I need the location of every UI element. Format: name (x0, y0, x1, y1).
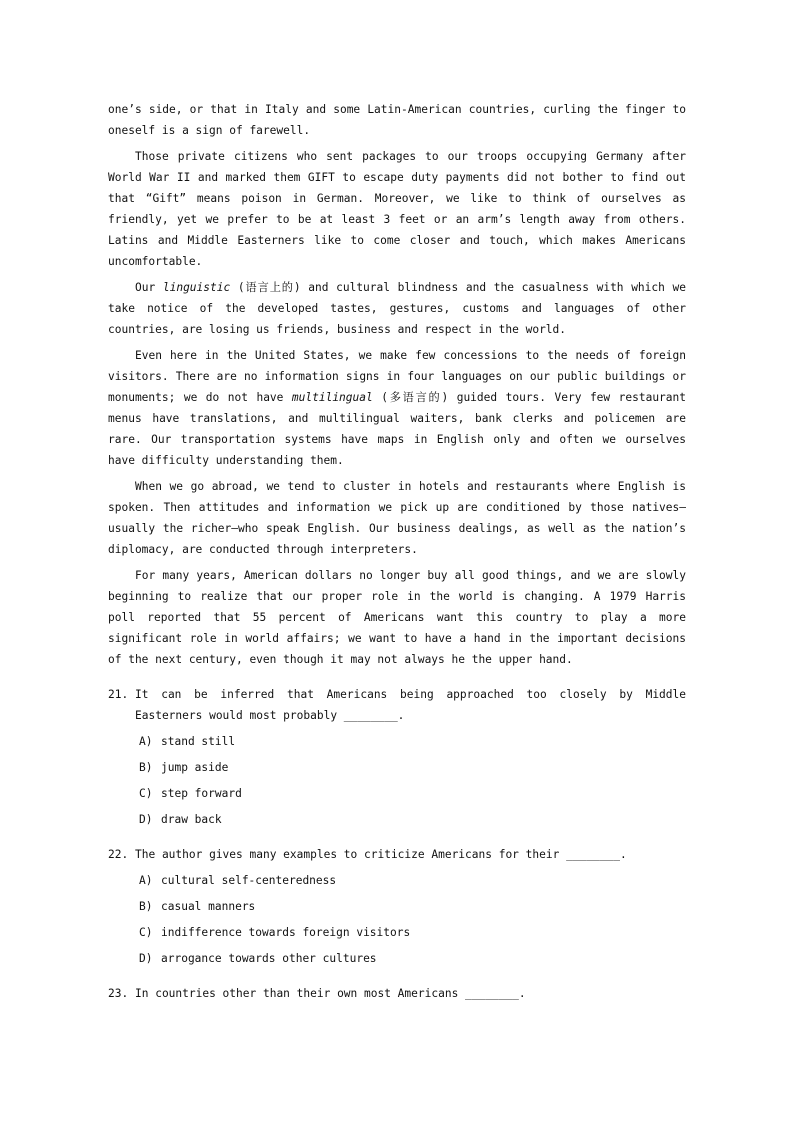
question-stem (108, 844, 686, 865)
paragraph-text: For many years, American dollars no longer buy all good things, and we are slowly beginning to realize that our proper role in the world is changing. A 1979 Harris poll reported that 55 percent of Americans want this country to play a more significant role in world affairs; we want to have a hand in the important decisions of the next century, even though it may not always he the upper hand. (108, 569, 686, 666)
option-letter: C) (139, 787, 153, 800)
answer-option[interactable] (139, 731, 686, 752)
paragraph-text: When we go abroad, we tend to cluster in hotels and restaurants where English is spoken. Then attitudes and information we pick up are conditioned by those natives—usually the richer—who speak English. Our business dealings, as well as the nation’s diplomacy, are conducted through interpreters. (108, 480, 686, 556)
passage-paragraph (108, 146, 686, 272)
question-item (108, 684, 686, 830)
italic-term: linguistic (162, 281, 231, 294)
answer-option[interactable] (139, 809, 686, 830)
option-text: jump aside (161, 761, 229, 774)
passage-paragraph (108, 565, 686, 670)
question-number: 23. (108, 987, 129, 1000)
question-text: It can be inferred that Americans being approached too closely by Middle Easterners would most probably ________. (135, 688, 686, 722)
answer-option[interactable] (139, 783, 686, 804)
reading-passage (108, 99, 686, 670)
question-number: 22. (108, 848, 129, 861)
answer-option[interactable] (139, 896, 686, 917)
question-list (108, 684, 686, 1004)
paragraph-text: (语言上的) and cultural blindness and the casualness with which we take notice of the developed tastes, gestures, customs and languages of other countries, are losing us friends, business and respect in the world. (108, 281, 686, 336)
question-item (108, 983, 686, 1004)
option-letter: B) (139, 761, 153, 774)
paragraph-text: (多语言的) guided tours. Very few restaurant menus have translations, and multilingual waiters, bank clerks and policemen are rare. Our transportation systems have maps in English only and often we ourselves have difficulty understanding them. (108, 391, 686, 467)
italic-term: multilingual (291, 391, 373, 404)
option-text: draw back (161, 813, 222, 826)
option-letter: A) (139, 735, 153, 748)
option-text: step forward (161, 787, 242, 800)
option-text: cultural self-centeredness (161, 874, 337, 887)
option-text: arrogance towards other cultures (161, 952, 377, 965)
option-text: stand still (161, 735, 236, 748)
option-letter: D) (139, 952, 153, 965)
paragraph-text: Our (135, 281, 163, 294)
question-stem (108, 684, 686, 726)
passage-paragraph (108, 99, 686, 141)
answer-option[interactable] (139, 922, 686, 943)
option-letter: C) (139, 926, 153, 939)
option-letter: A) (139, 874, 153, 887)
question-number: 21. (108, 688, 129, 701)
option-letter: B) (139, 900, 153, 913)
question-stem (108, 983, 686, 1004)
answer-option[interactable] (139, 757, 686, 778)
paragraph-text: Those private citizens who sent packages to our troops occupying Germany after World War II and marked them GIFT to escape duty payments did not bother to find out that “Gift” means poison in German. Moreover, we like to think of ourselves as friendly, yet we prefer to be at least 3 feet or an arm’s length away from others. Latins and Middle Easterners like to come closer and touch, which makes Americans uncomfortable. (108, 150, 686, 268)
option-letter: D) (139, 813, 153, 826)
option-text: indifference towards foreign visitors (161, 926, 411, 939)
question-text: The author gives many examples to criticize Americans for their ________. (135, 848, 627, 861)
question-item (108, 844, 686, 969)
paragraph-text: Even here in the United States, we make few concessions to the needs of foreign visitors. There are no information signs in four languages on our public buildings or monuments; we do not have (108, 349, 686, 404)
answer-option[interactable] (139, 870, 686, 891)
option-text: casual manners (161, 900, 256, 913)
answer-option[interactable] (139, 948, 686, 969)
question-text: In countries other than their own most Americans ________. (135, 987, 526, 1000)
document-page (108, 99, 686, 1004)
passage-paragraph (108, 277, 686, 340)
passage-paragraph (108, 476, 686, 560)
paragraph-text: one’s side, or that in Italy and some Latin-American countries, curling the finger to oneself is a sign of farewell. (108, 103, 686, 137)
passage-paragraph (108, 345, 686, 471)
